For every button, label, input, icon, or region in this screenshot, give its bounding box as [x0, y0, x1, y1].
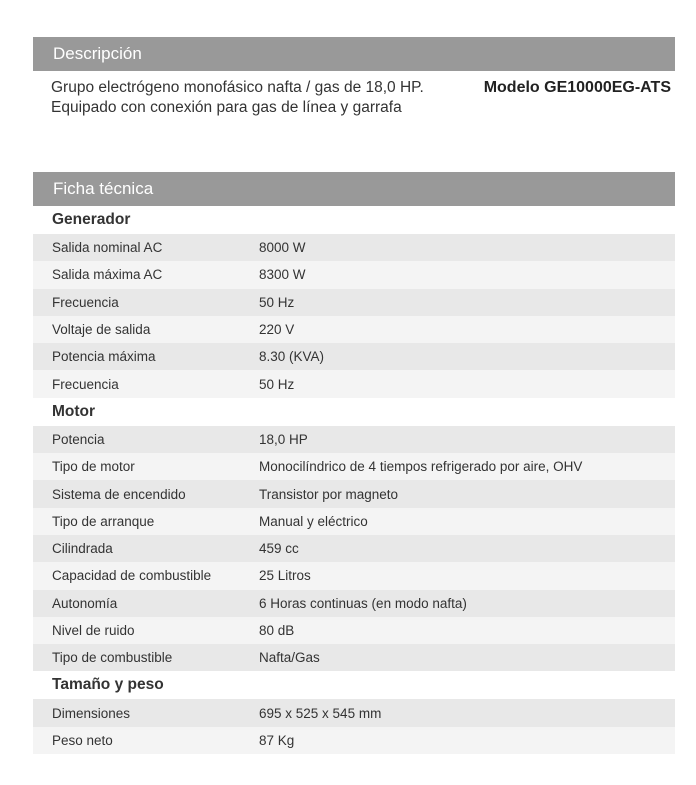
product-spec-page	[33, 37, 675, 754]
spec-group-title: Generador	[33, 206, 675, 234]
spec-label: Capacidad de combustible	[52, 568, 212, 584]
spec-value: 50 Hz	[259, 294, 295, 310]
spec-row	[33, 370, 675, 397]
spec-row	[33, 343, 675, 370]
spec-group-title: Motor	[33, 398, 675, 426]
spec-row	[33, 453, 675, 480]
spec-row	[33, 644, 675, 671]
spec-row	[33, 289, 675, 316]
spec-label: Voltaje de salida	[52, 322, 151, 338]
spec-group-title: Tamaño y peso	[33, 671, 675, 699]
spec-row	[33, 426, 675, 453]
spec-value: 8000 W	[259, 240, 306, 256]
spec-value: 8.30 (KVA)	[259, 349, 325, 365]
spec-value: Nafta/Gas	[259, 650, 320, 666]
spec-row	[33, 535, 675, 562]
model-name: Modelo GE10000EG-ATS	[483, 79, 671, 96]
spec-label: Salida máxima AC	[52, 267, 163, 283]
spec-label: Cilindrada	[52, 541, 113, 557]
spec-row	[33, 316, 675, 343]
spec-label: Nivel de ruido	[52, 623, 135, 638]
spec-label: Frecuencia	[52, 376, 119, 392]
spec-row	[33, 508, 675, 535]
spec-label: Salida nominal AC	[52, 240, 163, 256]
spec-value: Monocilíndrico de 4 tiempos refrigerado por aire, OHV	[259, 459, 583, 475]
spec-label: Potencia máxima	[52, 349, 156, 365]
spec-label: Tipo de combustible	[52, 650, 173, 666]
spec-value: 87 Kg	[259, 732, 295, 748]
descripcion-text: Grupo electrógeno monofásico nafta / gas de 18,0 HP. Equipado con conexión para gas de línea y garrafa	[51, 79, 424, 116]
spec-table	[33, 206, 675, 754]
spec-value: 8300 W	[259, 267, 306, 283]
spec-row	[33, 234, 675, 261]
spec-value: 18,0 HP	[259, 431, 308, 447]
spec-value: 25 Litros	[259, 568, 311, 584]
spec-row	[33, 617, 675, 644]
spec-label: Autonomía	[52, 595, 118, 611]
spec-label: Peso neto	[52, 732, 113, 748]
descripcion-header: Descripción	[33, 37, 675, 71]
spec-row	[33, 480, 675, 507]
spec-label: Tipo de motor	[52, 459, 135, 475]
spec-label: Potencia	[52, 431, 105, 447]
spec-row	[33, 590, 675, 617]
spec-value: Transistor por magneto	[259, 486, 399, 502]
spec-label: Frecuencia	[52, 294, 119, 310]
spec-value: 695 x 525 x 545 mm	[259, 705, 382, 721]
ficha-tecnica-header: Ficha técnica	[33, 172, 675, 206]
descripcion-body	[33, 71, 675, 172]
spec-row	[33, 699, 675, 726]
spec-label: Dimensiones	[52, 705, 131, 721]
spec-value: 459 cc	[259, 541, 299, 557]
spec-row	[33, 727, 675, 754]
spec-row	[33, 261, 675, 288]
spec-value: Manual y eléctrico	[259, 513, 368, 529]
spec-value: 6 Horas continuas (en modo nafta)	[259, 595, 467, 611]
spec-label: Tipo de arranque	[52, 513, 155, 529]
spec-label: Sistema de encendido	[52, 486, 186, 502]
spec-value: 220 V	[259, 322, 295, 338]
spec-value: 80 dB	[259, 623, 295, 638]
spec-value: 50 Hz	[259, 376, 295, 392]
spec-row	[33, 562, 675, 589]
